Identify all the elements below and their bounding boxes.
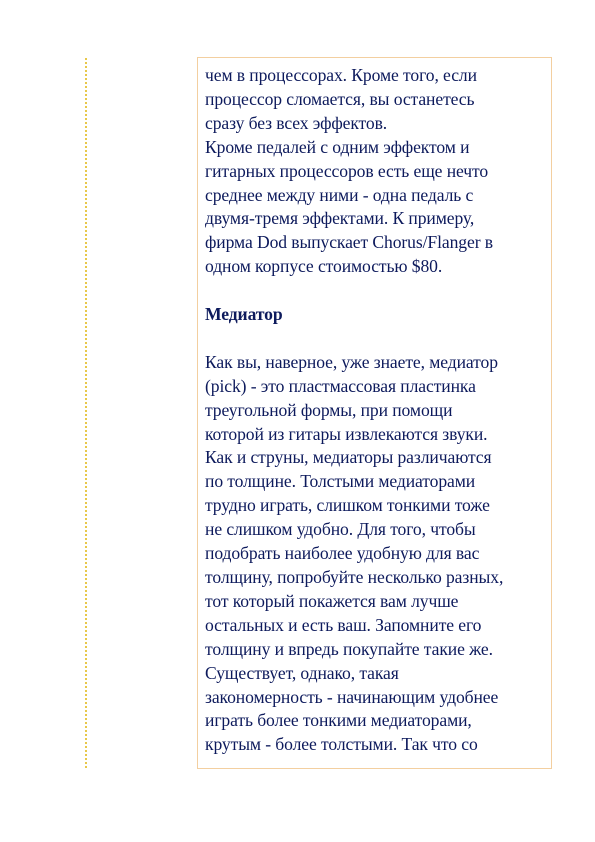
text-line: (pick) - это пластмассовая пластинка (205, 375, 476, 396)
text-line: закономерность - начинающим удобнее (205, 686, 499, 707)
article-text (205, 64, 547, 757)
text-line: подобрать наиболее удобную для вас (205, 543, 480, 564)
text-line: одном корпусе стоимостью $80. (205, 256, 443, 277)
text-line: среднее между ними - одна педаль с (205, 184, 474, 205)
text-line: крутым - более толстыми. Так что со (205, 734, 478, 755)
text-line: Существует, однако, такая (205, 662, 399, 683)
section-heading: Медиатор (205, 304, 283, 325)
text-line: Как и струны, медиаторы различаются (205, 447, 492, 468)
text-line: толщину и впредь покупайте такие же. (205, 638, 493, 659)
text-line: процессор сломается, вы останетесь (205, 88, 475, 109)
text-line: чем в процессорах. Кроме того, если (205, 65, 477, 85)
text-frame (197, 57, 552, 769)
text-line: не слишком удобно. Для того, чтобы (205, 519, 476, 540)
text-line: трудно играть, слишком тонкими тоже (205, 495, 490, 516)
text-line: двумя-тремя эффектами. К примеру, (205, 208, 475, 229)
text-line: которой из гитары извлекаются звуки. (205, 423, 488, 444)
text-line: сразу без всех эффектов. (205, 112, 388, 133)
margin-guide-line (85, 58, 87, 768)
text-line: Как вы, наверное, уже знаете, медиатор (205, 351, 498, 372)
paragraph-spacer (205, 279, 547, 303)
text-line: играть более тонкими медиаторами, (205, 710, 472, 731)
text-line: толщину, попробуйте несколько разных, (205, 567, 504, 587)
paragraph-spacer (205, 327, 547, 351)
text-line: по толщине. Толстыми медиаторами (205, 471, 476, 492)
text-line: фирма Dod выпускает Chorus/Flanger в (205, 232, 493, 253)
text-line: тот который покажется вам лучше (205, 590, 459, 611)
text-line: Кроме педалей с одним эффектом и (205, 136, 470, 157)
text-line: остальных и есть ваш. Запомните его (205, 614, 482, 635)
text-line: гитарных процессоров есть еще нечто (205, 160, 489, 181)
text-line: треугольной формы, при помощи (205, 399, 453, 420)
